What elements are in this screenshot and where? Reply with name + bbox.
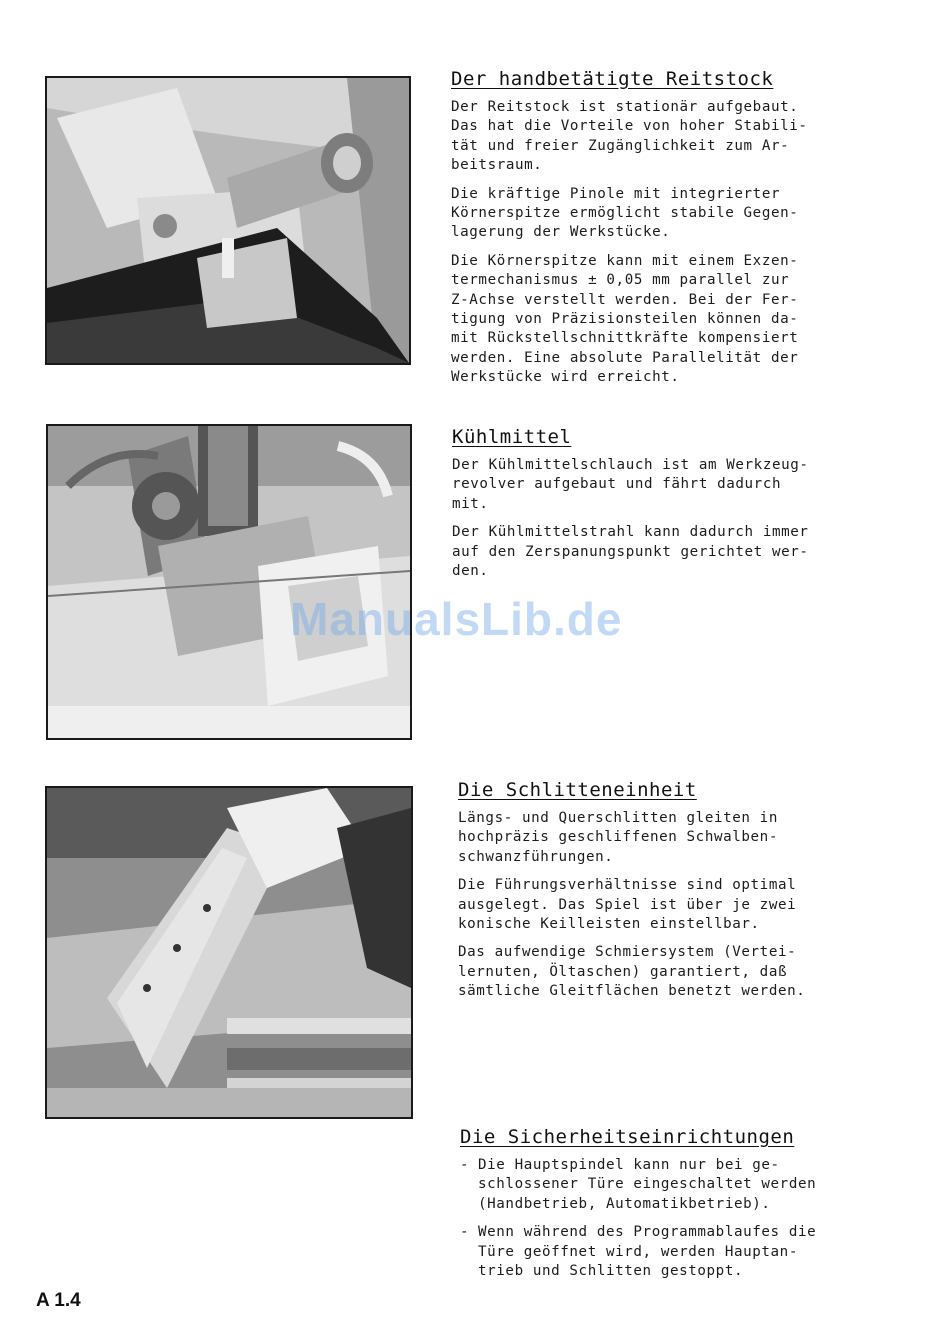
paragraph: Der Reitstock ist stationär aufgebaut. Das hat die Vorteile von hoher Stabili- tät und freier Zugänglichkeit zum Ar- beitsraum.: [451, 99, 808, 174]
section-coolant: [452, 426, 872, 590]
paragraph: Die Körnerspitze kann mit einem Exzen- termechanismus ± 0,05 mm parallel zur Z-Achse verstellt werden. Bei der Fer- tigung von Präzisionsteilen können da- mit Rückstellschnittkräfte kompensiert werden. Eine absolute Parallelität der Werkstücke wird erreicht.: [451, 252, 799, 386]
paragraph: Die Führungsverhältnisse sind optimal ausgelegt. Das Spiel ist über je zwei konische Keilleisten einstellbar.: [458, 877, 797, 933]
coolant-photo: [46, 424, 412, 740]
paragraph: Der Kühlmittelschlauch ist am Werkzeug- revolver aufgebaut und fährt dadurch mit.: [452, 457, 809, 512]
list-item: - Die Hauptspindel kann nur bei ge- schlossener Türe eingeschaltet werden (Handbetrieb, Automatikbetrieb).: [460, 1156, 880, 1214]
page-number: A 1.4: [36, 1290, 81, 1311]
watermark: ManualsLib.de: [290, 593, 623, 645]
section-slide-unit: [458, 779, 878, 1011]
safety-list: [460, 1156, 880, 1281]
section-title: Der handbetätigte Reitstock: [451, 68, 774, 90]
section-safety: [460, 1126, 880, 1290]
slide-unit-photo: [45, 786, 413, 1119]
tailstock-photo: [45, 76, 411, 365]
section-title: Die Schlitteneinheit: [458, 779, 697, 801]
paragraph: Der Kühlmittelstrahl kann dadurch immer auf den Zerspanungspunkt gerichtet wer- den.: [452, 524, 809, 580]
list-item: - Wenn während des Programmablaufes die Türe geöffnet wird, werden Hauptan- trieb und Schlitten gestoppt.: [460, 1223, 880, 1281]
section-tailstock: [451, 68, 871, 397]
paragraph: Die kräftige Pinole mit integrierter Körnerspitze ermöglicht stabile Gegen- lagerung der Werkstücke.: [451, 185, 799, 241]
paragraph: Das aufwendige Schmiersystem (Vertei- lernuten, Öltaschen) garantiert, daß sämtliche Gleitflächen benetzt werden.: [458, 944, 806, 1000]
section-title: Kühlmittel: [452, 426, 572, 448]
paragraph: Längs- und Querschlitten gleiten in hochpräzis geschliffenen Schwalben- schwanzführungen.: [458, 810, 778, 865]
section-title: Die Sicherheitseinrichtungen: [460, 1126, 795, 1148]
